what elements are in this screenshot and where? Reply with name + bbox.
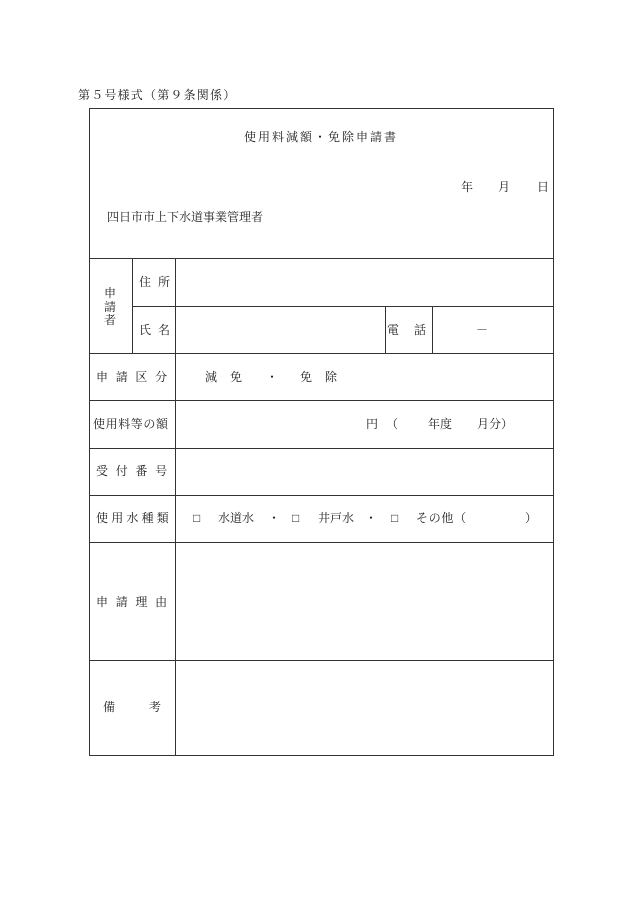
applicant-section-label: 申請者: [104, 286, 117, 327]
fiscal-year-label: 年度: [428, 417, 453, 431]
other-water-type-field[interactable]: [467, 503, 523, 533]
form-title: 使用料減額・免除申請書: [243, 130, 398, 144]
option-well-water: 井戸水: [318, 511, 355, 525]
fiscal-year-field[interactable]: [399, 412, 427, 436]
date-year-label: 年: [461, 180, 474, 194]
grid-line-applicant-column: [132, 258, 133, 353]
checkbox-well-water[interactable]: □: [292, 511, 300, 525]
reason-label: 申請理由: [96, 595, 175, 609]
month-label: 月分）: [477, 417, 514, 431]
yen-unit: 円（: [366, 417, 407, 431]
grid-line-phone-label-left: [385, 306, 386, 353]
option-reduction[interactable]: 減免: [205, 370, 256, 384]
other-close-paren: ）: [525, 511, 538, 525]
month-field[interactable]: [453, 412, 476, 436]
date-month-field[interactable]: [474, 178, 497, 196]
address-field[interactable]: [176, 259, 552, 306]
receipt-number-label: 受付番号: [96, 464, 175, 478]
grid-line-applicant-bottom: [89, 353, 553, 354]
option-tap-water: 水道水: [218, 511, 255, 525]
date-day-field[interactable]: [511, 178, 536, 196]
name-label: 氏名: [139, 323, 178, 337]
date-year-field[interactable]: [420, 178, 460, 196]
addressee: 四日市市上下水道事業管理者: [107, 210, 264, 224]
address-label: 住所: [139, 275, 178, 289]
water-type-label: 使用水種類: [96, 511, 173, 525]
checkbox-other-water[interactable]: □: [391, 511, 399, 525]
phone-number-field[interactable]: [433, 307, 552, 353]
checkbox-tap-water[interactable]: □: [193, 511, 201, 525]
application-type-separator: ・: [266, 370, 279, 384]
fee-amount-label: 使用料等の額: [93, 417, 169, 431]
phone-separator: －: [476, 323, 489, 337]
receipt-number-field[interactable]: [176, 449, 552, 495]
remarks-label: 備考: [103, 700, 196, 714]
date-day-label: 日: [537, 180, 550, 194]
fee-amount-field[interactable]: [176, 401, 364, 448]
name-field[interactable]: [176, 307, 385, 353]
remarks-field[interactable]: [176, 661, 552, 754]
form-number: 第５号様式（第９条関係）: [78, 88, 237, 102]
water-type-separator: ・: [365, 511, 378, 525]
reason-field[interactable]: [176, 543, 552, 660]
phone-label: 電話: [387, 323, 442, 337]
date-month-label: 月: [498, 180, 511, 194]
option-exemption[interactable]: 免除: [300, 370, 351, 384]
application-type-label: 申請区分: [96, 370, 175, 384]
grid-line-receipt-bottom: [89, 495, 553, 496]
water-type-separator: ・: [268, 511, 281, 525]
option-other-water: その他（: [416, 511, 467, 525]
